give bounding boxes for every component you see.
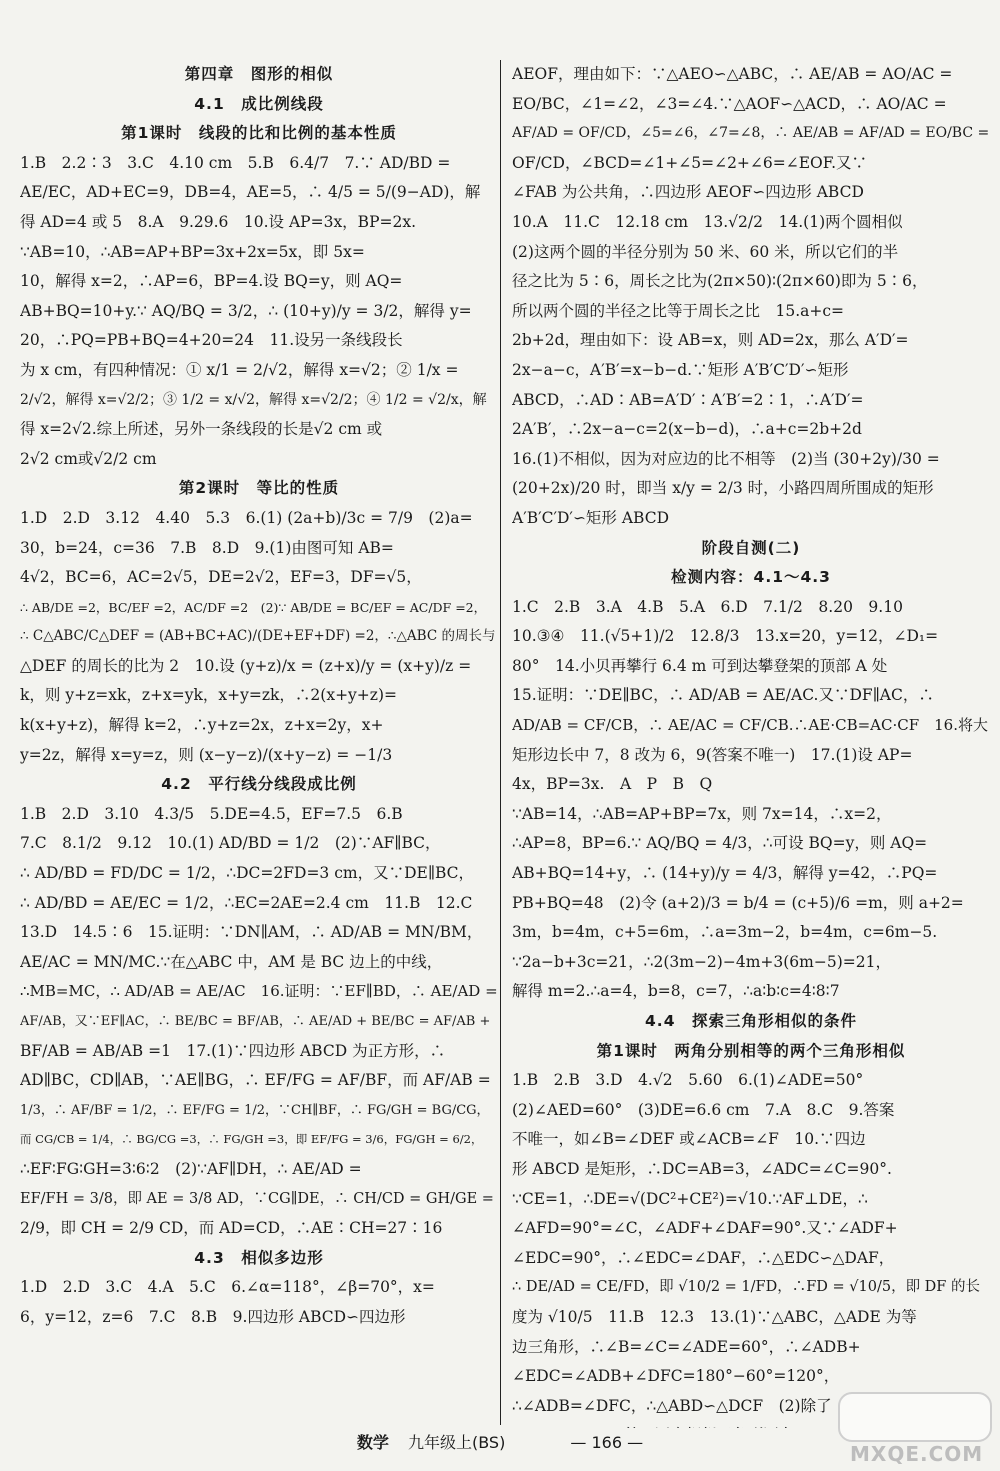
answer-line: 13.D 14.5∶6 15.证明：∵DN∥AM，∴ AD/AB = MN/BM，: [20, 923, 483, 942]
answer-line: 边三角形，∴∠B=∠C=∠ADE=60°，∴∠ADB+: [512, 1337, 861, 1356]
answer-line: 径之比为 5∶6，周长之比为(2π×50)∶(2π×60)即为 5∶6，: [512, 272, 928, 291]
answer-line: (20+2x)/20 时，即当 x/y = 2/3 时，小路四周所围成的矩形: [512, 479, 934, 498]
answer-line: 10.③④ 11.(√5+1)/2 12.8/3 13.x=20，y=12，∠D₁=: [512, 627, 939, 646]
chapter-title: 第四章 图形的相似: [184, 65, 334, 83]
answer-line: 20，∴PQ=PB+BQ=4+20=24 11.设另一条线段长: [20, 331, 403, 350]
section-heading: 4.4 探索三角形相似的条件: [645, 1012, 857, 1030]
answer-line: 4√2，BC=6，AC=2√5，DE=2√2，EF=3，DF=√5，: [20, 568, 422, 587]
answer-line: k(x+y+z)，解得 k=2，∴y+z=2x，z+x=2y，x+: [20, 716, 384, 735]
answer-line: ∴ AD/BD = FD/DC = 1/2，∴DC=2FD=3 cm，又∵DE∥BC，: [20, 864, 475, 883]
answer-line: 得 x=2√2.综上所述，另外一条线段的长是√2 cm 或: [20, 420, 383, 439]
answer-line: ∵AB=14，∴AB=AP+BP=7x，则 7x=14，∴x=2，: [512, 804, 892, 823]
answer-line: 1.B 2.2∶3 3.C 4.10 cm 5.B 6.4/7 7.∵ AD/BD =: [20, 153, 451, 172]
answer-line: BF/AB = AB/AB =1 17.(1)∵四边形 ABCD 为正方形，∴: [20, 1041, 446, 1060]
answer-line: 1.B 2.D 3.10 4.3/5 5.DE=4.5，EF=7.5 6.B: [20, 804, 403, 823]
answer-line: 1/3，∴ AF/BF = 1/2，∴ EF/FG = 1/2，∵CH∥BF，∴ FG/GH = BG/CG，: [20, 1102, 490, 1118]
answer-line: ∴ DE/AD = CE/FD，即 √10/2 = 1/FD，∴FD = √10/5，即 DF 的长: [512, 1279, 980, 1296]
answer-line: PB+BQ=48 (2)令 (a+2)/3 = b/4 = (c+5)/6 =m，则 a+2=: [512, 893, 964, 912]
answer-line: EF/FH = 3/8，即 AE = 3/8 AD，∵CG∥DE，∴ CH/CD = GH/GE =: [20, 1190, 494, 1207]
answer-line: 矩形边长中 7，8 改为 6，9(答案不唯一) 17.(1)设 AP=: [512, 745, 913, 764]
answer-line: k，则 y+z=xk，z+x=yk，x+y=zk，∴2(x+y+z)=: [20, 686, 397, 705]
answer-line: 2b+2d，理由如下：设 AB=x，则 AD=2x，那么 A′D′=: [512, 331, 909, 350]
answer-line: ∴MB=MC，∴ AD/AB = AE/AC 16.证明：∵EF∥BD，∴ AE/AD =: [20, 982, 498, 1001]
section-heading: 第1课时 线段的比和比例的基本性质: [121, 124, 397, 143]
answer-line: 2/9，即 CH = 2/9 CD，而 AD=CD，∴AE∶CH=27∶16: [20, 1219, 443, 1238]
section-heading: 第2课时 等比的性质: [178, 479, 340, 498]
answer-line: (2)∠AED=60° (3)DE=6.6 cm 7.A 8.C 9.答案: [512, 1100, 895, 1119]
answer-line: EO/BC，∠1=∠2，∠3=∠4.∵△AOF∽△ACD，∴ AO/AC =: [512, 94, 947, 113]
answer-line: 度为 √10/5 11.B 12.3 13.(1)∵△ABC，△ADE 为等: [512, 1307, 917, 1326]
answer-line: ∵2a−b+3c=21，∴2(3m−2)−4m+3(6m−5)=21，: [512, 952, 891, 971]
answer-line: A′B′C′D′∽矩形 ABCD: [512, 508, 670, 527]
answer-line: ∴ AB/DE =2，BC/EF =2，AC/DF =2 (2)∵ AB/DE = BC/EF = AC/DF =2，: [20, 599, 487, 615]
footer-subject: 数学: [356, 1433, 389, 1452]
answer-line: 30，b=24，c=36 7.B 8.D 9.(1)由图可知 AB=: [20, 538, 394, 557]
section-heading: 4.2 平行线分线段成比例: [161, 775, 357, 794]
answer-line: AE/EC，AD+EC=9，DB=4，AE=5，∴ 4/5 = 5/(9−AD)，解: [20, 183, 481, 202]
answer-line: AF/AB，又∵EF∥AC，∴ BE/BC = BF/AB，∴ AE/AD + BE/BC = AF/AB +: [20, 1014, 491, 1029]
answer-line: ∵CE=1，∴DE=√(DC²+CE²)=√10.∵AF⊥DE，∴: [512, 1189, 868, 1208]
answer-line: ABCD，∴AD∶AB=A′D′∶A′B′=2∶1，∴A′D′=: [512, 390, 864, 409]
answer-line: 2A′B′，∴2x−a−c=2(x−b−d)，∴a+c=2b+2d: [512, 420, 862, 439]
section-heading: 检测内容：4.1～4.3: [671, 568, 831, 587]
answer-line: 而 CG/CB = 1/4，∴ BG/CG =3，∴ FG/GH =3，即 EF/FG = 3/6，FG/GH = 6/2，: [20, 1132, 483, 1147]
answer-line: ∠EDC=90°，∴∠EDC=∠DAF，∴△EDC∽△DAF，: [512, 1248, 895, 1267]
watermark-logo: [838, 1392, 988, 1464]
answer-line: 1.C 2.B 3.A 4.B 5.A 6.D 7.1/2 8.20 9.10: [512, 597, 903, 616]
page-number: — 166 —: [570, 1433, 644, 1452]
answer-line: 3m，b=4m，c+5=6m，∴a=3m−2，b=4m，c=6m−5.: [512, 923, 938, 942]
answer-line: 10，解得 x=2，∴AP=6，BP=4.设 BQ=y，则 AQ=: [20, 272, 403, 291]
left-column: [20, 60, 498, 1428]
answer-line: 1.B 2.B 3.D 4.√2 5.60 6.(1)∠ADE=50°: [512, 1071, 864, 1090]
answer-line: ∠EDC=∠ADB+∠DFC=180°−60°=120°，: [512, 1367, 840, 1386]
answer-line: 2√2 cm或√2/2 cm: [20, 449, 157, 468]
answer-line: ∠FAB 为公共角，∴四边形 AEOF∽四边形 ABCD: [512, 183, 864, 202]
answer-line: 解得 m=2.∴a=4，b=8，c=7，∴a∶b∶c=4∶8∶7: [512, 982, 840, 1001]
answer-line: ∴∠ADB=∠DFC，∴△ABD∽△DCF (2)除了: [512, 1396, 832, 1415]
watermark-text: MXQE.COM: [850, 1442, 984, 1466]
answer-line: ∴EF∶FG∶GH=3∶6∶2 (2)∵AF∥DH，∴ AE/AD =: [20, 1159, 362, 1178]
answer-line: 6，y=12，z=6 7.C 8.B 9.四边形 ABCD∽四边形: [20, 1307, 406, 1326]
section-heading: 阶段自测(二): [701, 538, 801, 557]
answer-line: 10.A 11.C 12.18 cm 13.√2/2 14.(1)两个圆相似: [512, 212, 903, 231]
answer-line: △DEF 的周长的比为 2 10.设 (y+z)/x = (z+x)/y = (x+y)/z =: [20, 656, 472, 675]
answer-line: AD/AB = CF/CB，∴ AE/AC = CF/CB.∴AE·CB=AC·CF 16.将大: [512, 716, 988, 735]
answer-line: 80° 14.小贝再攀行 6.4 m 可到达攀登架的顶部 A 处: [512, 656, 888, 675]
answer-line: 得 AD=4 或 5 8.A 9.29.6 10.设 AP=3x，BP=2x.: [20, 212, 417, 231]
right-column: [512, 60, 990, 1428]
answer-line: 为 x cm，有四种情况：① x/1 = 2/√2，解得 x=√2；② 1/x =: [20, 360, 459, 379]
answer-line: ∴ C△ABC/C△DEF = (AB+BC+AC)/(DE+EF+DF) =2，∴△ABC 的周长与: [20, 628, 496, 645]
answer-line: 4x，BP=3x. A P B Q: [512, 775, 713, 794]
answer-line: AB+BQ=10+y.∵ AQ/BQ = 3/2，∴ (10+y)/y = 3/2，解得 y=: [20, 301, 472, 320]
answer-line: 形 ABCD 是矩形，∴DC=AB=3，∠ADC=∠C=90°.: [512, 1159, 892, 1178]
answer-line: 7.C 8.1/2 9.12 10.(1) AD/BD = 1/2 (2)∵AF∥BC，: [20, 834, 441, 853]
answer-line: 15.证明：∵DE∥BC，∴ AD/AB = AE/AC.又∵DF∥AC，∴: [512, 686, 934, 705]
answer-line: ∴ AD/BD = AE/EC = 1/2，∴EC=2AE=2.4 cm 11.B 12.C: [20, 893, 473, 912]
answer-line: AE/AC = MN/MC.∵在△ABC 中，AM 是 BC 边上的中线，: [20, 952, 443, 971]
answer-line: 不唯一，如∠B=∠DEF 或∠ACB=∠F 10.∵四边: [512, 1130, 866, 1149]
answer-line: 1.D 2.D 3.12 4.40 5.3 6.(1) (2a+b)/3c = 7/9 (2)a=: [20, 508, 473, 527]
section-heading: 4.3 相似多边形: [194, 1248, 324, 1267]
column-divider: [500, 60, 501, 1425]
answer-line: AF/AD = OF/CD，∠5=∠6，∠7=∠8，∴ AE/AB = AF/AD = EO/BC =: [512, 125, 990, 142]
answer-line: y=2z，解得 x=y=z，则 (x−y−z)/(x+y−z) = −1/3: [20, 745, 393, 764]
section-heading: 4.1 成比例线段: [194, 94, 324, 113]
footer-grade: 九年级上(BS): [407, 1433, 506, 1452]
answer-line: 1.D 2.D 3.C 4.A 5.C 6.∠α=118°，∠β=70°，x=: [20, 1278, 435, 1297]
answer-line: 2/√2，解得 x=√2/2；③ 1/2 = x/√2，解得 x=√2/2；④ 1/2 = √2/x，解: [20, 391, 487, 408]
answer-line: AB+BQ=14+y，∴ (14+y)/y = 4/3，解得 y=42，∴PQ=: [512, 864, 938, 883]
watermark-badge-icon: [838, 1392, 992, 1442]
answer-line: ∴AP=8，BP=6.∵ AQ/BQ = 4/3，∴可设 BQ=y，则 AQ=: [512, 834, 928, 853]
answer-line: ∵AB=10，∴AB=AP+BP=3x+2x=5x，即 5x=: [20, 242, 365, 261]
answer-line: 16.(1)不相似，因为对应边的比不相等 (2)当 (30+2y)/30 =: [512, 449, 940, 468]
answer-line: OF/CD，∠BCD=∠1+∠5=∠2+∠6=∠EOF.又∵: [512, 153, 868, 172]
answer-line: AEOF，理由如下：∵△AEO∽△ABC，∴ AE/AB = AO/AC =: [512, 65, 953, 83]
answer-line: ∠AFD=90°=∠C，∠ADF+∠DAF=90°.又∵∠ADF+: [512, 1219, 898, 1238]
answer-line: AD∥BC，CD∥AB，∵AE∥BG，∴ EF/FG = AF/BF，而 AF/AB =: [20, 1071, 491, 1090]
section-heading: 第1课时 两角分别相等的两个三角形相似: [596, 1041, 906, 1060]
answer-line: 所以两个圆的半径之比等于周长之比 15.a+c=: [512, 301, 845, 320]
answer-line: 2x−a−c，A′B′=x−b−d.∵矩形 A′B′C′D′∽矩形: [512, 360, 849, 379]
answer-line: (2)这两个圆的半径分别为 50 米、60 米，所以它们的半: [512, 242, 899, 261]
